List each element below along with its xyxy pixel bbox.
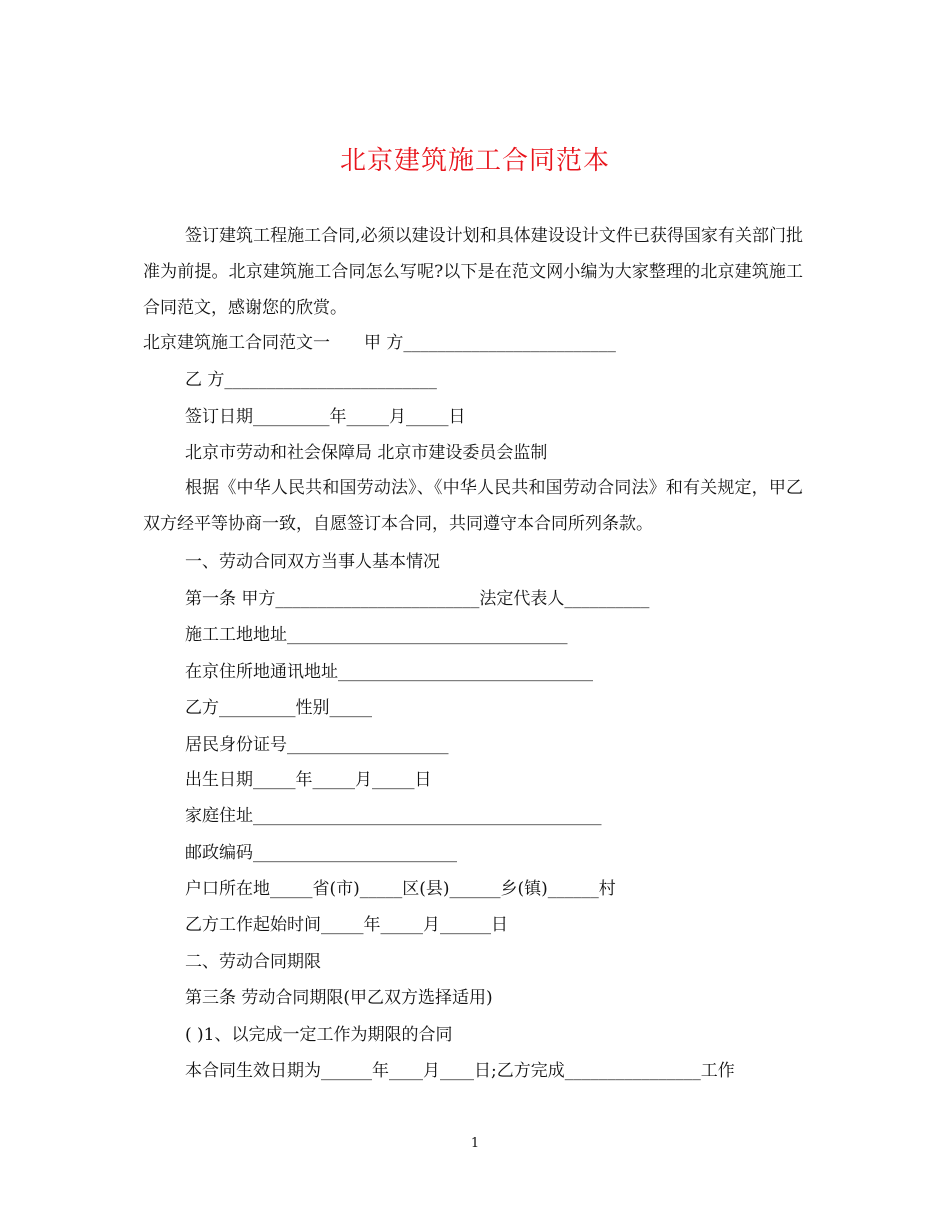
work-start-line: 乙方工作起始时间_____年_____月______日	[185, 915, 508, 935]
site-address-line: 施工工地地址_________________________________	[185, 625, 568, 645]
birth-date-line: 出生日期_____年_____月_____日	[185, 770, 432, 790]
section-heading-contract-term: 二、劳动合同期限	[185, 952, 321, 972]
intro-paragraph: 签订建筑工程施工合同,必须以建设计划和具体建设设计文件已获得国家有关部门批准为前提。北京建筑施工合同怎么写呢?以下是在范文网小编为大家整理的北京建筑施工合同范文，感谢您的欣赏。	[143, 226, 803, 318]
option-one-line: ( )1、以完成一定工作为期限的合同	[185, 1025, 453, 1045]
supervisor-line: 北京市劳动和社会保障局 北京市建设委员会监制	[185, 443, 548, 463]
article-one-line: 第一条 甲方________________________法定代表人__________	[185, 589, 650, 609]
legal-basis-paragraph: 根据《中华人民共和国劳动法》、《中华人民共和国劳动合同法》和有关规定，甲乙双方经平等协商一致，自愿签订本合同，共同遵守本合同所列条款。	[143, 478, 803, 534]
party-b-line: 乙 方_________________________	[185, 370, 437, 390]
document-title: 北京建筑施工合同范本	[339, 146, 610, 176]
contract-sample-heading-party-a: 北京建筑施工合同范文一 甲 方_________________________	[143, 333, 616, 353]
signing-date-line: 签订日期_________年_____月_____日	[185, 407, 466, 427]
id-number-line: 居民身份证号___________________	[185, 735, 449, 755]
page-number: 1	[470, 1136, 480, 1151]
home-address-line: 家庭住址_________________________________________	[185, 806, 602, 826]
effective-date-line: 本合同生效日期为______年____月____日;乙方完成________________工作	[185, 1061, 735, 1081]
postal-code-line: 邮政编码________________________	[185, 843, 457, 863]
section-heading-basic-info: 一、劳动合同双方当事人基本情况	[185, 552, 440, 572]
beijing-address-line: 在京住所地通讯地址______________________________	[185, 662, 593, 682]
article-three-line: 第三条 劳动合同期限(甲乙双方选择适用)	[185, 988, 493, 1008]
party-b-gender-line: 乙方_________性别_____	[185, 698, 372, 718]
household-registration-line: 户口所在地_____省(市)_____区(县)______乡(镇)______村	[185, 879, 616, 899]
